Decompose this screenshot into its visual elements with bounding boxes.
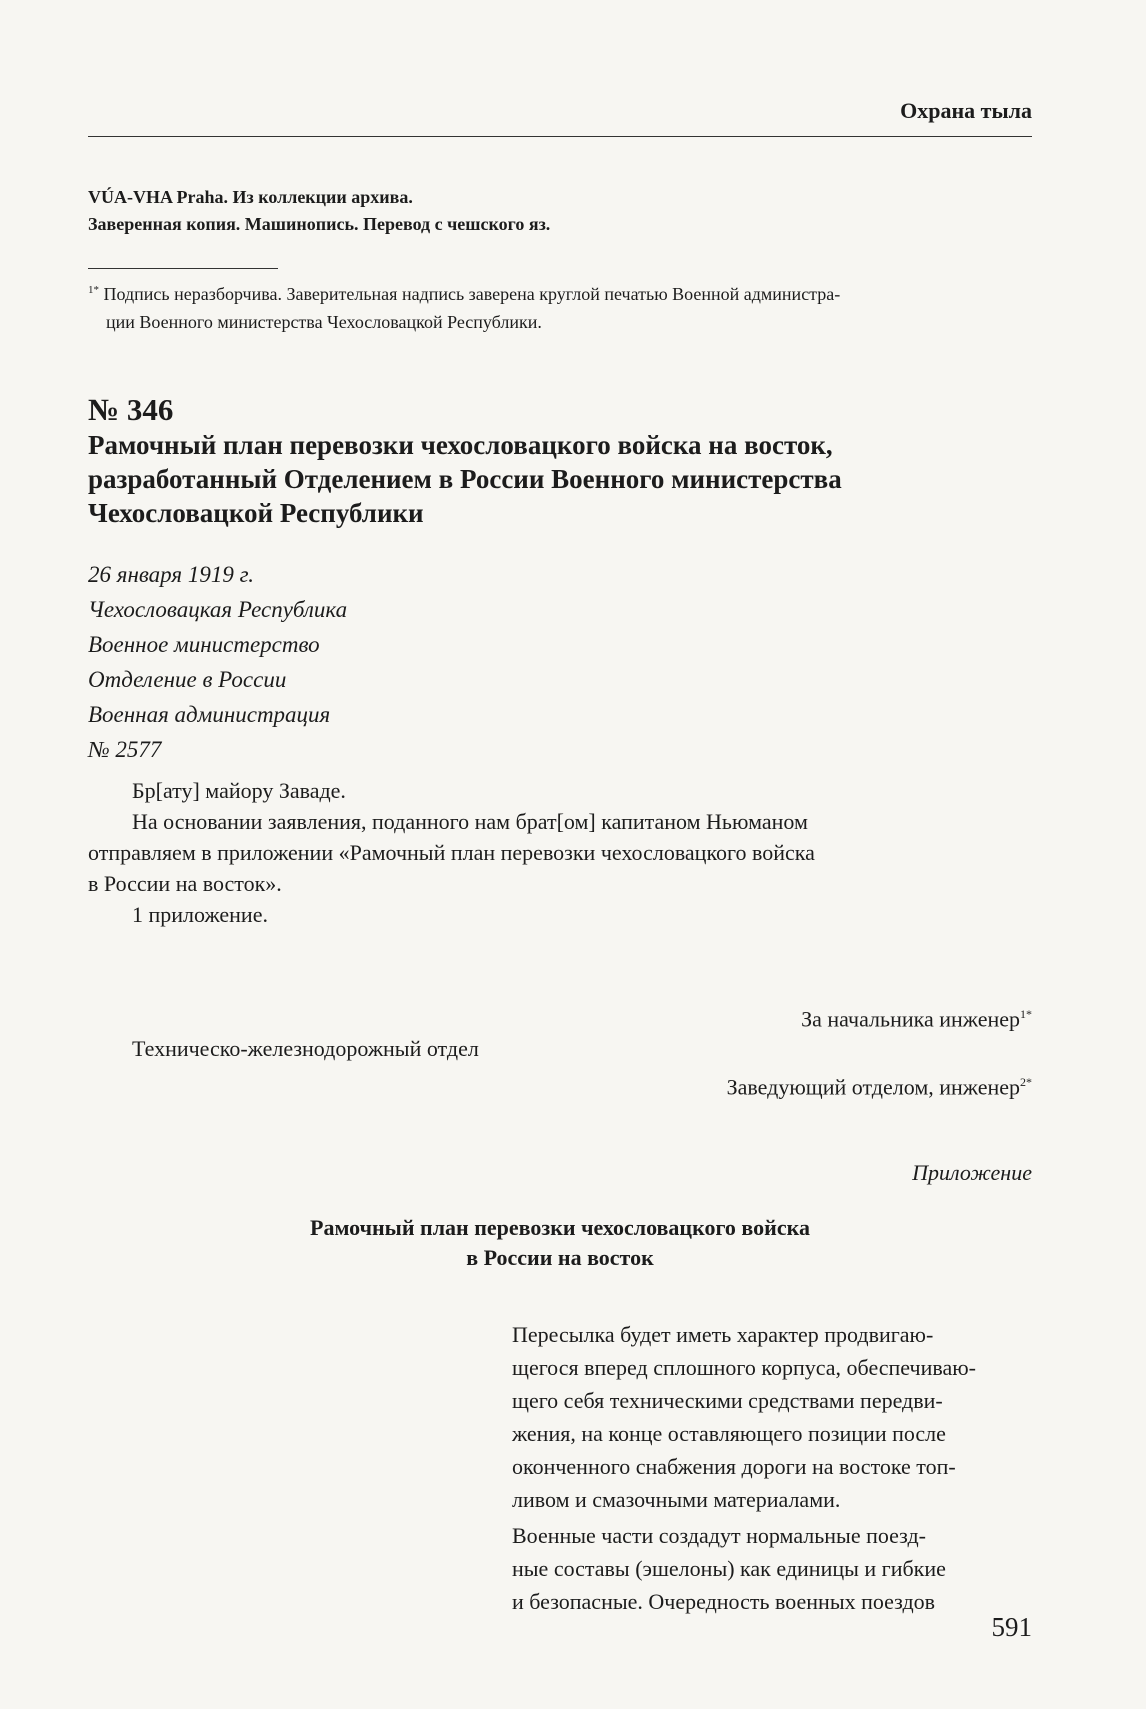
footnote [88,276,1032,336]
footnote-divider [88,268,278,269]
appendix-line: и безопасные. Очередность военных поездов [512,1589,936,1614]
running-title: Охрана тыла [900,98,1032,123]
meta-line: Отделение в России [88,667,287,692]
department-name: Техническо-железнодорожный отдел [132,1036,479,1061]
document-title-line: Чехословацкой Республики [88,498,424,528]
archive-source: VÚA-VHA Praha. Из коллекции архива. [88,187,413,207]
signature-chief-marker: 1* [1020,1007,1032,1021]
document-meta [88,557,347,767]
appendix-line: щегося вперед сплошного корпуса, обеспечиваю- [512,1355,976,1380]
appendix-line: Военные части создадут нормальные поезд- [512,1523,926,1548]
document-number: № 346 [88,392,174,427]
signature-chief [88,999,1032,1034]
appendix-label: Приложение [912,1160,1032,1185]
signature-head-marker: 2* [1020,1075,1032,1089]
footnote-text-line-2: ции Военного министерства Чехословацкой Республики. [106,312,542,332]
appendix-line: оконченного снабжения дороги на востоке топ- [512,1454,956,1479]
meta-line: Военное министерство [88,632,320,657]
document-title-line: Рамочный план перевозки чехословацкого войска на восток, [88,430,833,460]
meta-line: Военная администрация [88,702,331,727]
appendix-title-line: в России на восток [466,1245,654,1270]
document-title [88,428,1048,530]
document-date: 26 января 1919 г. [88,562,254,587]
signature-head-text: Заведующий отделом, инженер [726,1074,1020,1100]
appendix-line: Пересылка будет иметь характер продвигаю- [512,1322,934,1347]
document-reg-number: № 2577 [88,737,162,762]
appendix-paragraph-2 [512,1519,1032,1618]
appendix-title-line: Рамочный план перевозки чехословацкого войска [310,1215,810,1240]
letter-body-line: На основании заявления, поданного нам брат[ом] капитаном Ньюманом [132,809,808,834]
letter-body-line: отправляем в приложении «Рамочный план перевозки чехословацкого войска [88,840,815,865]
signature-chief-text: За начальника инженер [801,1006,1020,1032]
appendix-paragraph-1 [512,1318,1032,1516]
copy-note: Заверенная копия. Машинопись. Перевод с чешского яз. [88,214,551,234]
footnote-text-line-1: Подпись неразборчива. Заверительная надпись заверена круглой печатью Военной администра- [103,284,841,304]
letter-body [88,806,1032,899]
signature-head [88,1067,1032,1102]
meta-line: Чехословацкая Республика [88,597,348,622]
document-title-line: разработанный Отделением в России Военного министерства [88,464,842,494]
letter-body-line: в России на восток». [88,871,282,896]
appendix-line: ные составы (эшелоны) как единицы и гибкие [512,1556,946,1581]
enclosure-note: 1 приложение. [132,902,268,927]
header-divider [88,136,1032,137]
appendix-line: жения, на конце оставляющего позиции после [512,1421,946,1446]
footnote-marker: 1* [88,284,99,296]
salutation: Бр[ату] майору Заваде. [132,778,346,803]
appendix-title [88,1213,1032,1273]
page-number: 591 [991,1612,1032,1642]
appendix-line: ливом и смазочными материалами. [512,1487,841,1512]
appendix-line: щего себя техническими средствами передви- [512,1388,943,1413]
